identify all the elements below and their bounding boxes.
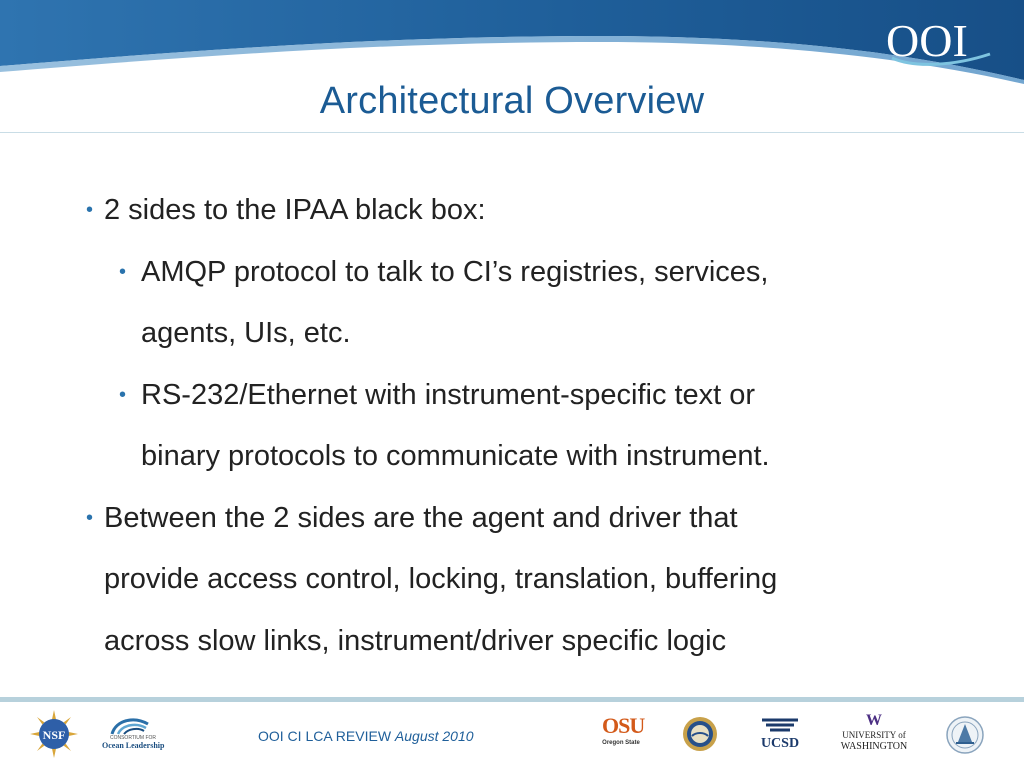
institution-seal-logo — [946, 716, 984, 754]
uw-line2: WASHINGTON — [840, 741, 908, 752]
ocean-leadership-name: Ocean Leadership — [102, 741, 165, 750]
footer-review-label — [258, 728, 474, 744]
svg-text:NSF: NSF — [42, 728, 66, 742]
footer-divider — [0, 697, 1024, 702]
bullet-text: binary protocols to communicate with instrument. — [141, 440, 770, 472]
osu-mark: OSU — [602, 713, 645, 738]
bullet-line — [80, 488, 960, 550]
sub-bullet-line — [80, 303, 960, 365]
bullet-line — [80, 611, 960, 673]
sub-bullet-line — [80, 365, 960, 427]
nsf-logo — [30, 710, 78, 758]
footer-review-text: OOI CI LCA REVIEW — [258, 728, 392, 744]
bullet-text: provide access control, locking, translation, buffering — [104, 563, 778, 595]
footer-date: August 2010 — [394, 728, 474, 744]
university-seal-logo — [682, 716, 718, 752]
bullet-text: 2 sides to the IPAA black box: — [104, 194, 486, 226]
ooi-logo — [884, 14, 996, 70]
osu-logo — [602, 713, 645, 752]
title-divider — [0, 132, 1024, 133]
bullet-text: agents, UIs, etc. — [141, 317, 351, 349]
uw-logo — [838, 712, 910, 756]
ocean-leadership-logo — [102, 714, 165, 754]
ocean-leadership-small: CONSORTIUM FOR — [109, 735, 157, 741]
ucsd-logo — [756, 716, 804, 756]
svg-text:OOI: OOI — [886, 15, 968, 66]
bullet-text: Between the 2 sides are the agent and driver that — [104, 501, 738, 534]
sub-bullet-line — [80, 426, 960, 488]
osu-subtitle: Oregon State — [602, 740, 640, 746]
sub-bullet-line — [80, 242, 960, 304]
bullet-dot-icon: • — [86, 506, 94, 529]
bullet-dot-icon: • — [119, 260, 127, 283]
uw-line1: UNIVERSITY of — [842, 730, 906, 740]
bullet-line — [80, 180, 960, 242]
uw-mark: W — [866, 712, 882, 729]
bullet-text: RS-232/Ethernet with instrument-specific text or — [141, 378, 756, 411]
slide-title: Architectural Overview — [319, 80, 705, 122]
bullet-dot-icon: • — [86, 199, 94, 221]
bullet-dot-icon: • — [119, 383, 127, 406]
bullet-text: across slow links, instrument/driver specific logic — [104, 624, 727, 657]
bullet-list — [80, 180, 960, 672]
bullet-line — [80, 549, 960, 611]
ucsd-text: UCSD — [760, 736, 800, 751]
bullet-text: AMQP protocol to talk to CI’s registries, services, — [141, 255, 769, 288]
